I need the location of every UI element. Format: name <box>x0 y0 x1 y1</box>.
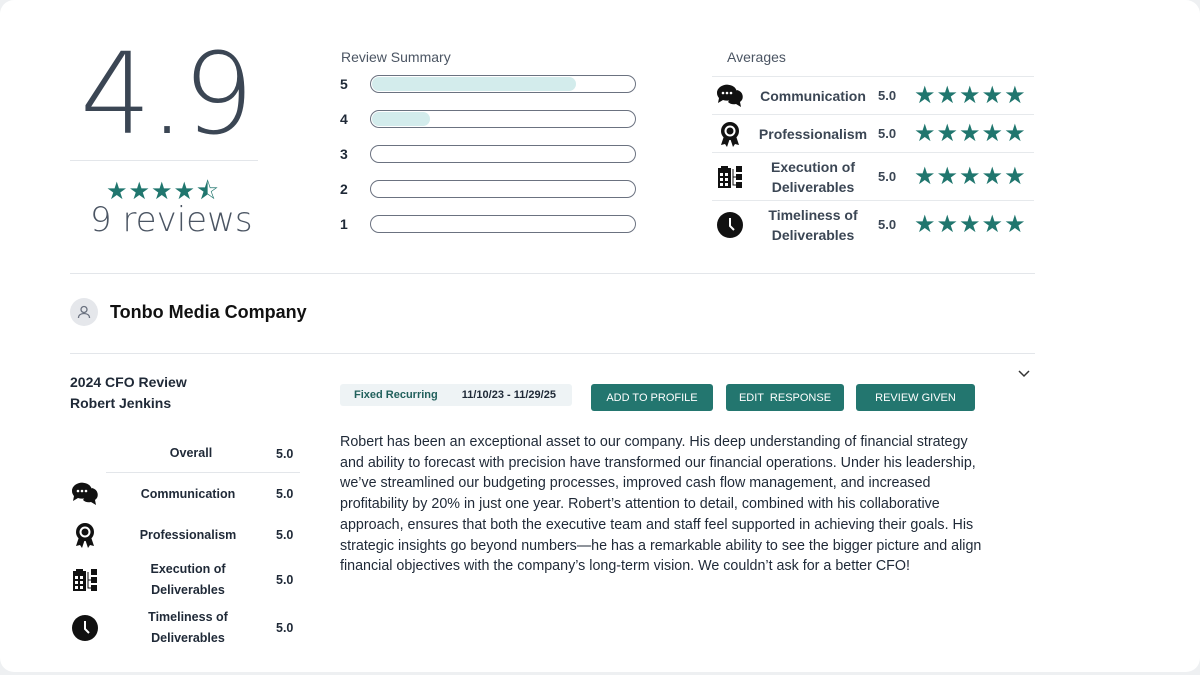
overall-label: Overall <box>169 446 213 460</box>
user-avatar-icon <box>70 298 98 326</box>
overall-row <box>106 443 300 473</box>
clock-icon <box>712 211 748 239</box>
company-name: Tonbo Media Company <box>110 301 307 322</box>
overall-rating: 4.9 <box>80 30 253 160</box>
average-row <box>712 152 1034 200</box>
divider <box>70 160 258 161</box>
average-row <box>712 200 1034 248</box>
add-to-profile-button[interactable]: ADD TO PROFILE <box>591 384 713 411</box>
rating-bar-row <box>340 180 636 198</box>
average-label: Communication <box>760 87 866 104</box>
category-value: 5.0 <box>276 621 294 635</box>
average-row <box>712 114 1034 152</box>
average-row <box>712 76 1034 114</box>
review-category-row <box>70 478 300 510</box>
rating-bar-row <box>340 75 636 93</box>
rating-bar-row <box>340 110 636 128</box>
divider <box>70 273 1035 274</box>
averages-title: Averages <box>727 49 786 65</box>
average-value: 5.0 <box>878 169 897 184</box>
average-stars: ★★★★★ <box>914 82 1027 109</box>
rating-bar <box>370 75 636 93</box>
review-heading <box>70 372 187 414</box>
rating-bar <box>370 180 636 198</box>
review-category-row <box>70 560 300 600</box>
rating-bar-fill <box>372 112 430 126</box>
clock-icon <box>70 614 100 642</box>
average-stars: ★★★★★ <box>914 211 1027 238</box>
category-value: 5.0 <box>276 528 294 542</box>
rating-bar-row <box>340 215 636 233</box>
review-given-button[interactable]: REVIEW GIVEN <box>856 384 975 411</box>
overall-stars: ★★★★⯪ <box>106 178 220 205</box>
rating-bar <box>370 215 636 233</box>
rating-bar <box>370 145 636 163</box>
review-title: 2024 CFO Review <box>70 374 187 390</box>
star-level: 4 <box>340 111 348 127</box>
reviewer-name: Robert Jenkins <box>70 395 172 411</box>
divider <box>70 353 1035 354</box>
category-value: 5.0 <box>276 487 294 501</box>
rating-bar-fill <box>372 77 576 91</box>
edit-response-button[interactable]: EDIT RESPONSE <box>726 384 844 411</box>
company-header <box>70 298 307 326</box>
chevron-down-icon[interactable] <box>1017 366 1031 382</box>
review-category-row <box>70 608 300 648</box>
chat-bubbles-icon <box>70 480 100 508</box>
star-level: 5 <box>340 76 348 92</box>
award-badge-icon <box>712 120 748 148</box>
review-summary-title: Review Summary <box>341 49 451 65</box>
chat-bubbles-icon <box>712 82 748 110</box>
average-value: 5.0 <box>878 217 897 232</box>
checklist-icon <box>70 566 100 594</box>
checklist-icon <box>712 163 748 191</box>
average-stars: ★★★★★ <box>914 163 1027 190</box>
average-label: Timeliness of Deliverables <box>768 206 858 243</box>
average-value: 5.0 <box>878 88 897 103</box>
overall-value: 5.0 <box>276 446 294 461</box>
category-label: Timeliness of Deliverables <box>148 610 228 645</box>
star-level: 3 <box>340 146 348 162</box>
review-count: 9 reviews <box>90 200 253 240</box>
date-range: 11/10/23 - 11/29/25 <box>461 389 556 401</box>
rating-bar-row <box>340 145 636 163</box>
category-label: Execution of Deliverables <box>150 562 226 597</box>
award-badge-icon <box>70 521 100 549</box>
review-category-row <box>70 520 300 550</box>
average-stars: ★★★★★ <box>914 120 1027 147</box>
star-level: 2 <box>340 181 348 197</box>
review-text: Robert has been an exceptional asset to our company. His deep understanding of financial strategy and ability to forecast with precision have transformed our financial operations. Under his leadership, we’ve streamlined our budgeting processes, improved cash flow management, and increased profitability by 20% in just one year. Robert’s attention to detail, combined with his collaborative approach, ensures that both the executive team and staff feel supported in achieving their goals. His strategic insights go beyond numbers—he has a remarkable ability to see the bigger picture and align financial objectives with the company’s long-term vision. We couldn’t ask for a better CFO! <box>340 434 982 575</box>
engagement-type: Fixed Recurring <box>354 389 438 401</box>
category-label: Communication <box>140 486 236 501</box>
star-level: 1 <box>340 216 348 232</box>
average-value: 5.0 <box>878 126 897 141</box>
rating-bar <box>370 110 636 128</box>
engagement-tag <box>340 384 572 406</box>
average-label: Execution of Deliverables <box>770 158 855 195</box>
category-label: Professionalism <box>139 527 237 542</box>
category-value: 5.0 <box>276 573 294 587</box>
average-label: Professionalism <box>758 125 868 142</box>
